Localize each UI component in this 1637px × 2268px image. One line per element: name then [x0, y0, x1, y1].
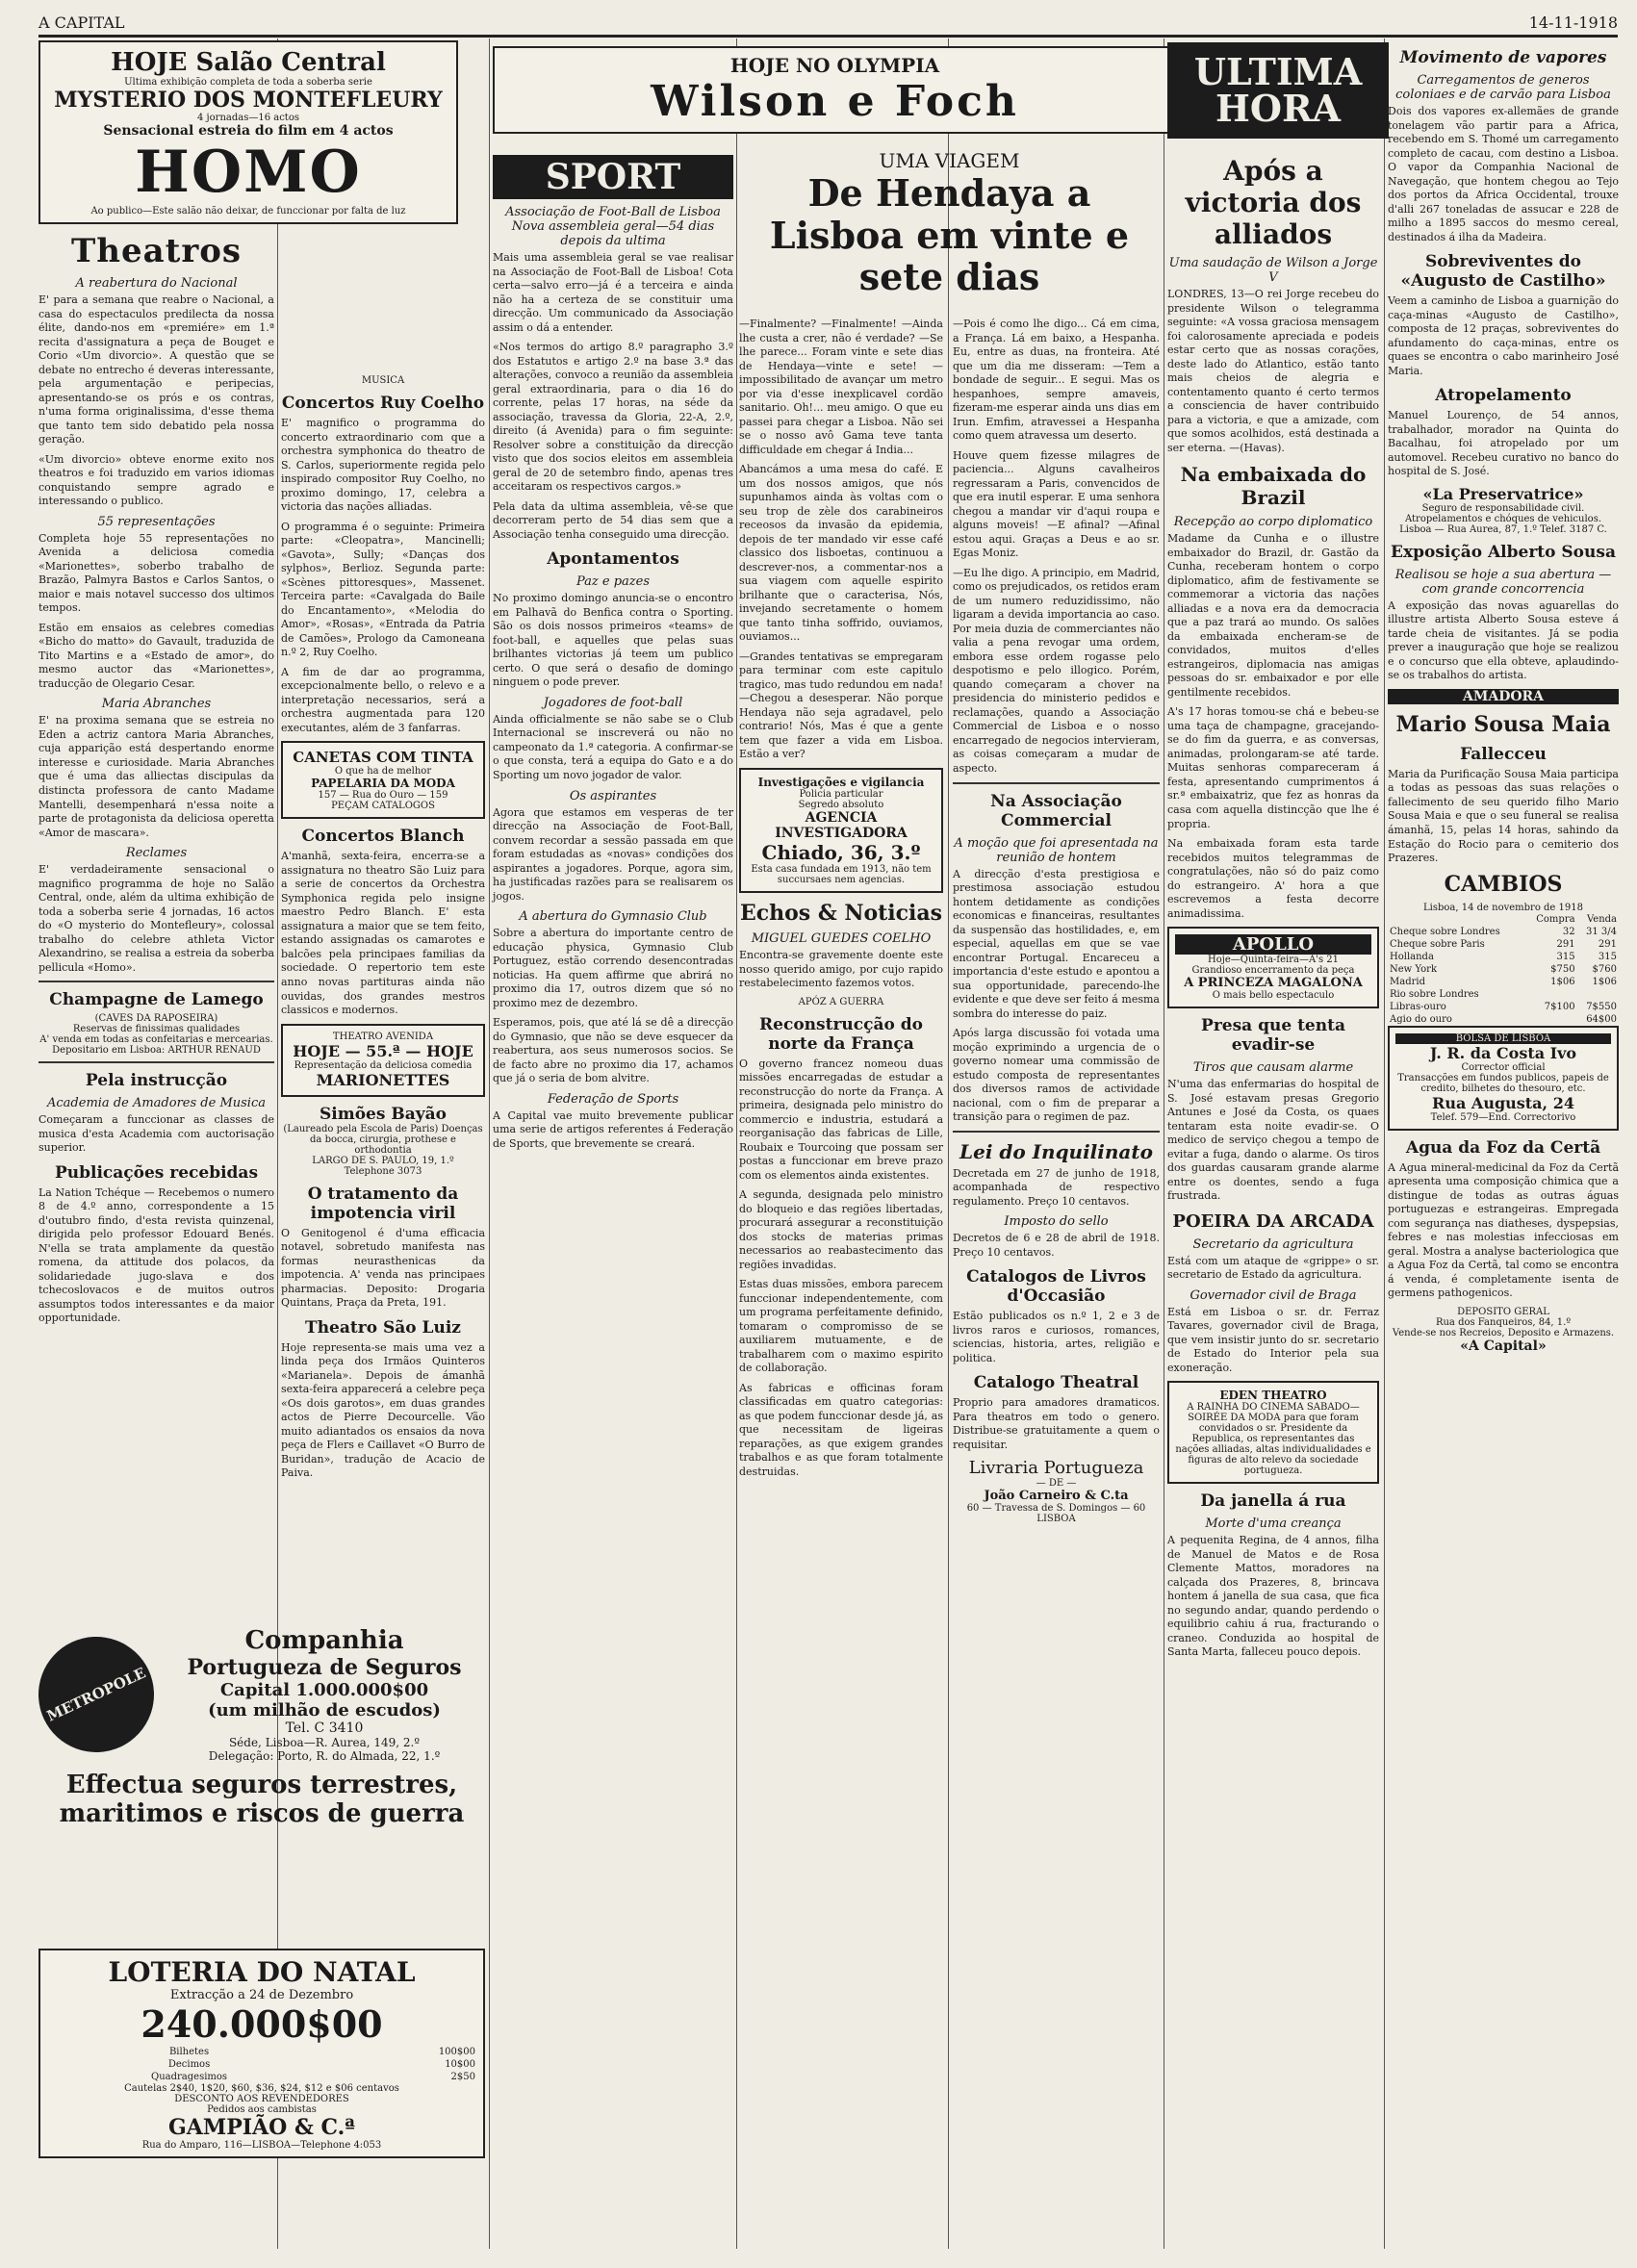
salao-film1: MYSTERIO DOS MONTEFLEURY: [54, 88, 443, 113]
apollo-hoje: Hoje—Quinta-feira—A's 21: [1208, 955, 1339, 966]
vapores-p: Dois dos vapores ex-allemães de grande tonelagem vão partir para a Africa, recebendo em S. Thomé um carregamento completo de cacau, com destino a Lisboa. O vapor da Companhia Nacional de Navegação, que hontem chegou ao Tejo dos portos da Africa Occidental, trouxe d'alli 267 toneladas de assucar e 228 de milho a 1895 saccos do mesmo cereal, destinados á ilha da Madeira.: [1388, 105, 1619, 243]
bolsa-name: J. R. da Costa Ivo: [1429, 1043, 1577, 1062]
salao-film2: HOMO: [135, 139, 362, 206]
cambios-buy: 32: [1562, 926, 1575, 937]
viagem-p3: —Pois é como lhe digo... Cá em cima, a França. Lá em baixo, a Hespanha. Eu, entre as duas, na fronteira. Até que um dia me disseram: —Tem a bondade de seguir... E segui. Mas os hespanhoes, sempre amaveis, fizeram-me esperar ainda uns dias em Irun. Emfim, atravessei a Hespanha como quem atravessa um deserto.: [953, 318, 1160, 443]
investigacoes-title: Investigações e vigilancia: [757, 775, 925, 789]
loteria-row: [46, 2046, 477, 2058]
apos-p2: —Eu lhe digo. A principio, em Madrid, como os prejudicados, os retidos eram de um numero reduzidissimo, não ligaram a devida importancia ao caso. Por meia duzia de commerciantes não valia a pena revogar uma ordem, embora esse ordem rogasse pelo despotismo e pelo illogico. Porém, quando começaram a chover na presidencia do ministerio pedidos e reclamações, quando a Associação Commercial de Lisboa e o nosso encarregado de negocios intervieram, as coisas começaram a mudar de aspecto.: [953, 566, 1161, 775]
sport-p3: Pela data da ultima assembleia, vê-se que decorreram perto de 54 dias sem que a Associação tenha conseguido uma direcção.: [493, 499, 733, 541]
viagem-header: [739, 149, 1160, 298]
presa-title: Presa que tenta evadir-se: [1201, 1016, 1345, 1056]
cambios-sell: 1$06: [1592, 976, 1617, 987]
cambios-label: Agio do ouro: [1390, 1013, 1452, 1025]
sport-s3: Jogadores de foot-ball: [543, 695, 683, 710]
poeira-s1: Secretario da agricultura: [1192, 1236, 1354, 1252]
companhia-tel: Tel. C 3410: [285, 1720, 364, 1736]
poeira-title: POEIRA DA ARCADA: [1172, 1210, 1374, 1232]
cambios-buy: 291: [1556, 938, 1575, 950]
companhia-deleg: Delegação: Porto, R. do Almada, 22, 1.º: [208, 1749, 441, 1763]
preservatrice-addr: Lisboa — Rua Aurea, 87, 1.º Telef. 3187 C.: [1399, 523, 1607, 535]
embaixada-p2: A's 17 horas tomou-se chá e bebeu-se uma taça de champagne, gracejando-se do fim da guerra, e as conversas, animadas, prolongaram-se até tarde. Muitas senhoras compareceram á festa, apresentando cumprimentos á sr.ª embaixatriz, que fez as honras da casa com aquella distincção que lhe é propria.: [1167, 705, 1379, 830]
viagem-title: De Hendaya a Lisboa em vinte e sete dias: [769, 171, 1130, 299]
preservatrice-title: «La Preservatrice»: [1422, 484, 1584, 503]
cambios-buy: [1525, 988, 1576, 1001]
musica-p1: E' magnifico o programma do concerto extraordinario com que a orchestra symphonica do theatro de S. Carlos, superiormente regida pelo inspirado compositor Ruy Coelho, no proximo domingo, 17, celebra a victoria das nações alliadas.: [281, 417, 485, 514]
cambios-row: [1388, 1013, 1619, 1026]
investigacoes-addr: Chiado, 36, 3.º: [761, 840, 921, 864]
comercial-p2: Após larga discussão foi votada uma moção exprimindo a urgencia de o governo nomear uma commissão de estudo composta de representantes dos diversos ramos de actividade nacional, com o fim de preparar a transição para o regimen de paz.: [953, 1027, 1160, 1124]
cambios-col-header: Compra: [1536, 913, 1575, 925]
loteria-row-label: Bilhetes: [168, 2047, 210, 2057]
sport-p5: Ainda officialmente se não sabe se o Club Internacional se inscreverá ou não no campeonato da 1.ª categoria. A confirmar-se o que consta, terá a equipa do Gato e a do Sporting um novo jogador de valor.: [493, 712, 733, 781]
loteria-row-label: Decimos: [167, 2059, 211, 2070]
cambios-sell: [1577, 988, 1619, 1001]
viagem-p5: Houve quem fizesse milagres de paciencia... Alguns cavalheiros regressaram a Paris, convencidos de que era inutil esperar. E uma senhora chegou a mandar vir d'aqui roupa e alguns moveis! —E afinal? —Afinal estou aqui. Graças a Deus e ao sr. Egas Moniz.: [953, 448, 1160, 560]
divider: [953, 1131, 1160, 1133]
atropelamento-p: Manuel Lourenço, de 54 annos, trabalhador, morador na Quinta do Bacalhau, foi atropelado por um automovel. Recebeu curativo no banco do hospital de S. José.: [1388, 409, 1619, 478]
eden-ad: [1167, 1381, 1379, 1484]
reconstrucao-p1: O governo francez nomeou duas missões encarregadas de estudar a reconstrucção do norte da França. A primeira, designada pelo ministro do commercio e industria, estudará a reorganisação das fabricas de Lille, Roubaix e Tourcoing que possam ser postas a funccionar em breve prazo com os elementos ainda existentes.: [739, 1057, 943, 1182]
cambios-label: Libras-ouro: [1390, 1001, 1446, 1012]
viagem-p2: Abancámos a uma mesa do café. E um dos nossos amigos, que nós supunhamos ainda às voltas com o seu trop de zèle dos carabineiros receosos da invasão da epidemia, depois de ter mandado vir esse café classico dos lisboetas, continuou a descrever-nos, a commentar-nos a sua viagem com aquelle espirito brilhante que o caracterisa, Nós, invejando secretamente o homem que tanto tinha soffrido, ouviamos, ouviamos...: [739, 463, 943, 644]
sport-p6: Agora que estamos em vesperas de ter direcção na Associação de Foot-Ball, convem recordar a sessão passada em que foram estudadas as «novas» condições dos aspirantes a jogadores. Porque, agora sim, ha justificadas razões para se realisarem os jogos.: [493, 805, 733, 903]
cambios-row: [1388, 951, 1619, 963]
loteria-prize: 240.000$00: [141, 2002, 383, 2046]
cambios-sell: 31 3/4: [1586, 926, 1617, 937]
livraria-de: — DE —: [1036, 1478, 1077, 1490]
companhia-slogan: Effectua seguros terrestres, maritimos e riscos de guerra: [59, 1771, 465, 1828]
avenida-play: MARIONETTES: [316, 1070, 450, 1089]
instrucao-p: Começaram a funccionar as classes de musica d'esta Academia com auctorisação superior.: [38, 1113, 274, 1155]
salao-central-ad: [38, 40, 458, 224]
cambios-label: Madrid: [1390, 976, 1425, 987]
reconstrucao-p2: A segunda, designada pelo ministro do bloqueio e das regiões libertadas, procurará assegurar a reconstituição dos stocks de materias primas necessarios ao reabastecimento das regiões invadidas.: [739, 1188, 943, 1271]
cambios-row: [1388, 988, 1619, 1001]
blanch-title: Concertos Blanch: [301, 827, 465, 847]
bayao-name: Simões Bayão: [320, 1104, 447, 1124]
saoluiz-title: Theatro São Luiz: [305, 1317, 461, 1338]
inquilinato-title: Lei do Inquilinato: [959, 1139, 1153, 1163]
loteria-row-value: 10$00: [445, 2059, 475, 2070]
embaixada-p1: Madame da Cunha e o illustre embaixador do Brazil, dr. Gastão da Cunha, receberam hontem o corpo diplomatico, afim de festivamente se commemorar a victoria das nações alliadas e a nova era da democracia que a paz trará ao mundo. Os salões da embaixada encheram-se de convidados, muitos d'elles estrangeiros, diplomacia nas amigas pessoas do sr. embaixador e por elle gentilmente recebidos.: [1167, 532, 1379, 699]
salao-line1: Ultima exhibição completa de toda a soberba serie: [124, 77, 372, 88]
avenida-hoje: HOJE — 55.ª — HOJE: [293, 1041, 473, 1060]
preservatrice-ad: [1388, 485, 1619, 535]
eden-name: EDEN THEATRO: [1219, 1389, 1327, 1403]
sobreviventes-title: Sobreviventes do «Augusto de Castilho»: [1400, 252, 1606, 292]
catalogos-p: Estão publicados os n.º 1, 2 e 3 de livros raros e curiosos, romances, sciencias, historia, artes, religião e politica.: [953, 1310, 1160, 1364]
header-rule: [38, 35, 1618, 38]
agua-addr: Rua dos Fanqueiros, 84, 1.º: [1435, 1316, 1572, 1328]
sport-p8: Esperamos, pois, que até lá se dê a direcção do Gymnasio, que não se deve esquecer da reabertura, aos seus numerosos socios. Se de facto abre no proximo dia 17, achamos que já o seria de bom alvitre.: [493, 1016, 733, 1085]
comercial-p1: A direcção d'esta prestigiosa e prestimosa associação estudou hontem detidamente as condições economicas e financeiras, resultantes da suspensão das hostilidades, e, em especial, aquellas em que se vae encontrar Portugal. Encareceu a importancia d'este estudo e apontou a sua opportunidade, parecendo-lhe evidente e que deve ser feito á mesma sombra do interesse do paiz.: [953, 867, 1160, 1020]
avenida-ad: [281, 1024, 485, 1097]
investigacoes-ad: [739, 768, 943, 893]
sport-title: SPORT: [493, 155, 733, 199]
saoluiz-p: Hoje representa-se mais uma vez a linda peça dos Irmãos Quinteros «Marianela». Depois de ámanhã sexta-feira apparecerá a celebre peça «Os dois garotos», em duas grandes actos de Pierre Decourcelle. Vão muito adiantados os ensaios da nova peça de Flers e Caillavet «O Burro de Buridan», tradução de Acacio de Paiva.: [281, 1340, 485, 1480]
cambios-buy: [1525, 1013, 1576, 1026]
bolsa-tel: Telef. 579—End. Correctorivo: [1430, 1111, 1576, 1123]
catalogos-title: Catalogos de Livros d'Occasião: [966, 1267, 1146, 1307]
sobreviventes-p: Veem a caminho de Lisboa a guarnição do caça-minas «Augusto de Castilho», composta de 12 praças, sobreviventes do afundamento do caça-minas, entre os quaes se encontra o cabo marinheiro José Maria.: [1388, 294, 1619, 377]
theatros-s4: Reclames: [125, 846, 188, 861]
embaixada-s: Recepção ao corpo diplomatico: [1173, 515, 1373, 530]
apollo-ad: [1167, 927, 1379, 1008]
embaixada-p3: Na embaixada foram esta tarde recebidos muitos telegrammas de congratulações, não só do paiz como do estrangeiro. A' hora a que escrevemos a festa decorre animadissima.: [1167, 837, 1379, 920]
theatros-p4: Estão em ensaios as celebres comedias «Bicho do matto» do Gavault, traduzida de Tito Martins e a «Estado de amor», do mesmo auctor das «Marionettes», traducção de Olegario Cesar.: [38, 621, 274, 690]
sport-p9: A Capital vae muito brevemente publicar uma serie de artigos referentes á Federação de Sports, que brevemente se creará.: [493, 1109, 733, 1150]
cambios-col-header: Venda: [1586, 913, 1617, 925]
ultima-hora-banner: [1167, 42, 1389, 139]
livraria-city: LISBOA: [1036, 1514, 1076, 1525]
echos-s: MIGUEL GUEDES COELHO: [751, 930, 932, 946]
sport-s4: Os aspirantes: [569, 788, 657, 803]
sport-p7: Sobre a abertura do importante centro de educação physica, Gymnasio Club Portuguez, estão correndo desencontradas noticias. Ha quem affirme que abrirá no proximo dia 17, outros dizem que só no proximo mez de dezembro.: [493, 927, 733, 1009]
companhia-title: Companhia: [244, 1626, 404, 1655]
loteria-row: [46, 2058, 477, 2071]
echos-p: Encontra-se gravemente doente este nosso querido amigo, por cujo rapido restabelecimento fazemos votos.: [739, 948, 943, 990]
champagne-sale: A' venda em todas as confeitarias e mercearias.: [39, 1034, 273, 1046]
page-date: 14-11-1918: [1528, 13, 1618, 32]
salao-line2: Sensacional estreia do film em 4 actos: [103, 123, 394, 139]
loteria-row: [46, 2071, 477, 2083]
inquilinato-p2: Decretos de 6 e 28 de abril de 1918. Preço 10 centavos.: [953, 1232, 1160, 1259]
olympia-main: Wilson e Foch: [651, 77, 1019, 126]
catalogos-p2: Proprio para amadores dramaticos. Para theatros em todo o genero. Distribue-se gratuitamente a quem o requisitar.: [953, 1396, 1160, 1451]
investigacoes-sub: Policia particular: [799, 788, 883, 800]
page-label: A CAPITAL: [38, 13, 125, 32]
column-5: [953, 318, 1160, 2249]
echos-title: Echos & Noticias: [739, 900, 943, 926]
comercial-title: Na Associação Commercial: [990, 791, 1122, 830]
bayao-addr: LARGO DE S. PAULO, 19, 1.º: [312, 1155, 454, 1166]
vapores-title: Movimento de vapores: [1399, 48, 1607, 67]
sport-s2b: Paz e pazes: [576, 574, 650, 590]
apollo-note: O mais bello espectaculo: [1212, 990, 1335, 1002]
sport-s2: Apontamentos: [547, 549, 679, 570]
loteria-desc: DESCONTO AOS REVENDEDORES: [174, 2094, 349, 2104]
loteria-row-value: 100$00: [438, 2047, 475, 2057]
column-4: [739, 318, 943, 2249]
apos-title: Após a victoria dos alliados: [1185, 155, 1362, 250]
champagne-title: Champagne de Lamego: [49, 990, 264, 1010]
embaixada-title: Na embaixada do Brazil: [1180, 463, 1367, 510]
cambios-date: Lisboa, 14 de novembro de 1918: [1423, 902, 1583, 913]
sport-s1: Associação de Foot-Ball de Lisboa Nova assembleia geral—54 dias depois da ultima: [505, 205, 721, 248]
bolsa-desc: Transacções em fundos publicos, papeis de credito, bilhetes do thesouro, etc.: [1397, 1072, 1609, 1094]
canetas-addr: 157 — Rua do Ouro — 159: [318, 790, 448, 802]
loteria-ad: [38, 1949, 485, 2158]
bolsa-label: BOLSA DE LISBOA: [1395, 1033, 1611, 1044]
musica-label: MUSICA: [361, 375, 405, 386]
theatros-s1: A reabertura do Nacional: [75, 276, 238, 291]
bayao-desc: (Laureado pela Escola de Paris) Doenças da bocca, cirurgia, prothese e orthodontia: [283, 1123, 483, 1156]
reconstrucao-p4: As fabricas e officinas foram classificadas em quatro categorias: as que podem funccionar desde já, as que necessitam de ligeiras reparações, as que exigem grandes trabalhos e as que foram totalmente destruidas.: [739, 1381, 943, 1478]
inquilinato-p: Decretada em 27 de junho de 1918, acompanhada de respectivo regulamento. Preço 10 centavos.: [953, 1166, 1160, 1208]
column-divider: [489, 38, 490, 2249]
companhia-sede: Séde, Lisboa—R. Aurea, 149, 2.º: [228, 1736, 421, 1749]
livraria-owner: João Carneiro & C.ta: [984, 1489, 1129, 1504]
viagem-p4: —Grandes tentativas se empregaram para terminar com este capitulo tragico, mas tudo redundou em nada! —Chegou a desesperar. Não porque Hendaya não seja agradavel, pelo contrario! Nós, Mas é que a gente tem que fazer a vida em Lisboa. Estão a ver?: [739, 650, 943, 761]
tratamento-p: O Genitogenol é d'uma efficacia notavel, sobretudo manifesta nas formas neurasthenicas da impotencia. A' venda nas principaes pharmacias. Deposito: Drogaria Quintans, Praça da Preta, 191.: [281, 1226, 485, 1310]
cambios-buy: 1$06: [1550, 976, 1575, 987]
sport-s5: A abertura do Gymnasio Club: [519, 909, 707, 925]
divider: [38, 981, 274, 982]
cambios-title: CAMBIOS: [1444, 871, 1563, 897]
capital-sign: «A Capital»: [1460, 1338, 1547, 1354]
exposicao-s: Realisou se hoje a sua abertura — com grande concorrencia: [1394, 567, 1612, 597]
amadora-sub: Fallecceu: [1460, 744, 1547, 764]
loteria-extr: Extracção a 24 de Dezembro: [169, 1988, 354, 2002]
exposicao-p: A exposição das novas aguarellas do illustre artista Alberto Sousa esteve á tarde cheia de visitantes. Já se podia prever a inauguração que hoje se realizou e o concurso que ella obteve, aplaudindo-se os trabalhos do artista.: [1388, 599, 1619, 682]
theatros-p1: E' para a semana que reabre o Nacional, a casa do espectaculos predilecta da nossa élite, dando-nos em «premiére» em 1.ª recita d'assignatura a peça de Bouget e Corio «Um divorcio». A questão que se debate no entrecho é deveras interessante, pela argumentação e peripecias, apresentando-se os prós e os contras, n'uma forma originalissima, d'esse thema que tanto tem sido debatido pela nossa geração.: [38, 293, 274, 446]
cambios-sell: 291: [1598, 938, 1617, 950]
theatros-title: Theatros: [70, 232, 243, 270]
divider: [953, 782, 1160, 784]
janella-title: Da janella á rua: [1200, 1491, 1346, 1512]
amadora-p: Maria da Purificação Sousa Maia participa a todas as pessoas das suas relações o fallecimento de seu querido filho Mario Sousa Maia e que o seu funeral se realisa ámanhã, 15, pelas 14 horas, sahindo da Estação do Rocio para o cemiterio dos Prazeres.: [1388, 767, 1619, 865]
companhia-capital: Capital 1.000.000$00: [219, 1680, 429, 1700]
sport-p1: Mais uma assembleia geral se vae realisar na Associação de Foot-Ball de Lisboa! Cota certa—salvo erro—já é a terceira e ainda não ha a certeza de se constituir uma direcção. Um communicado da Associação assim o dá a entender.: [493, 251, 733, 334]
amadora-title: Mario Sousa Maia: [1395, 711, 1611, 737]
companhia-ad: [38, 1626, 485, 1828]
cambios-sell: 7$550: [1586, 1001, 1617, 1012]
loteria-title: LOTERIA DO NATAL: [108, 1956, 416, 1988]
avenida-name: THEATRO AVENIDA: [332, 1031, 434, 1042]
column-divider: [1384, 38, 1385, 2249]
livraria-addr: 60 — Travessa de S. Domingos — 60: [966, 1503, 1146, 1515]
apos-s1: Uma saudação de Wilson a Jorge V: [1168, 256, 1378, 285]
agua-dep: DEPOSITO GERAL: [1457, 1306, 1549, 1317]
theatros-p6: E' verdadeiramente sensacional o magnifico programma de hoje no Salão Central, onde, além da ultima exhibição de toda a soberba serie 4 jornadas, 16 actos do «O mysterio do Montefleury», colossal trabalho do celebre athleta Victor Alexandrino, se realisa a estreia da soberba pellicula «Homo».: [38, 863, 274, 974]
column-6: [1167, 149, 1379, 2249]
poeira-p2: Está em Lisboa o sr. dr. Ferraz Tavares, governador civil de Braga, que vem insistir junto do sr. secretario de Estado do Interior pela sua exoneração.: [1167, 1305, 1379, 1374]
apollo-play: A PRINCEZA MAGALONA: [1184, 976, 1363, 991]
cambios-buy: $750: [1550, 963, 1575, 975]
column-divider: [277, 38, 278, 2249]
loteria-cautelas: Cautelas 2$40, 1$20, $60, $36, $24, $12 e $06 centavos: [124, 2083, 399, 2094]
champagne-dep: Depositario em Lisboa: ARTHUR RENAUD: [52, 1045, 261, 1057]
cambios-label: New York: [1390, 963, 1437, 975]
investigacoes-name: AGENCIA INVESTIGADORA: [775, 809, 908, 841]
poeira-p1: Está com um ataque de «grippe» o sr. secretario de Estado da agricultura.: [1167, 1254, 1379, 1282]
investigacoes-desc: Segredo absoluto: [798, 799, 884, 810]
canetas-shop: PAPELARIA DA MODA: [311, 777, 455, 791]
ultima-title: ULTIMA HORA: [1193, 50, 1363, 130]
cambios-buy: 7$100: [1544, 1001, 1575, 1012]
cambios-sell: 315: [1598, 951, 1617, 962]
theatros-s3: Maria Abranches: [101, 697, 212, 712]
cambios-label: Cheque sobre Paris: [1390, 938, 1485, 950]
blanch-p: A'manhã, sexta-feira, encerra-se a assignatura no theatro São Luiz para a serie de concertos da Orchestra Symphonica regida pelo insigne maestro Pedro Blanch. E' esta assignatura a maior que se tem feito, estando assignadas os camarotes e balcões pela principaes familias da sociedade. O repertorio tem este anno novas partituras ainda não ouvidas, dos grandes mestros classicos e modernos.: [281, 850, 485, 1017]
musica-p3: A fim de dar ao programma, excepcionalmente bello, o relevo e a interpretação necessarios, será a orchestra augmentada para 120 executantes, além de 3 fanfarras.: [281, 665, 485, 734]
presa-p: N'uma das enfermarias do hospital de S. José estavam presas Gregorio Antunes e José da Costa, os quaes tentaram esta noite evadir-se. O medico de serviço chegou a tempo de evitar a fuga, dando o alarme. Os tiros dos guardas causaram grande alarme entre os doentes, sendo a fuga frustrada.: [1167, 1078, 1379, 1203]
amadora-label: AMADORA: [1388, 689, 1619, 704]
janella-p: A pequenita Regina, de 4 annos, filha de Manuel de Matos e de Rosa Clemente Mattos, moradores na calçada dos Prazeres, 8, brincava hontem á janella de sua casa, que fica no segundo andar, quando perdendo o equilibrio cahiu á rua, fracturando o craneo. Conduzida ao hospital de Santa Marta, falleceu pouco depois.: [1167, 1534, 1379, 1659]
inquilinato-s: Imposto do sello: [1004, 1214, 1109, 1230]
bayao-tel: Telephone 3073: [344, 1165, 422, 1177]
presa-s: Tiros que causam alarme: [1192, 1060, 1354, 1076]
canetas-ad: [281, 741, 485, 819]
poeira-s2: Governador civil de Braga: [1189, 1287, 1357, 1303]
preservatrice-sub: Seguro de responsabilidade civil. Atropelamentos e chóques de vehiculos.: [1404, 502, 1602, 524]
theatros-p3: Completa hoje 55 representações no Avenida a deliciosa comedia «Marionettes», soberbo trabalho de Brazão, Palmyra Bastos e Carlos Santos, o maior e mais notavel successo dos ultimos tempos.: [38, 531, 274, 615]
cambios-label: Rio sobre Londres: [1390, 988, 1479, 1000]
agua-title: Agua da Foz da Certã: [1405, 1137, 1601, 1158]
sport-p4: No proximo domingo anuncia-se o encontro em Palhavã do Benfica contra o Sporting. São os dois nossos primeiros «teams» de foot-ball, e aquelles que pelas suas brilhantes victorias já teem um publico certo. O que será o desafio de domingo ninguem o pode prever.: [493, 592, 733, 689]
cambios-table: [1388, 913, 1619, 1026]
comercial-s: A moção que foi apresentada na reunião de hontem: [954, 835, 1159, 865]
cambios-buy: 315: [1556, 951, 1575, 962]
instrucao-s: Academia de Amadores de Musica: [47, 1096, 266, 1111]
theatros-p5: E' na proxima semana que se estreia no Eden a actriz cantora Maria Abranches, cuja apparição está despertando enorme interesse e curiosidade. Maria Abranches que é uma das alliectas discipulas da distincta professora de canto Madame Mantelli, desempenhará n'essa noite a parte de protagonista da deliciosa operetta «Amor de mascara».: [38, 714, 274, 839]
companhia-title2: Portugueza de Seguros: [187, 1655, 462, 1680]
loteria-table: [46, 2046, 477, 2083]
apollo-desc: Grandioso encerramento da peça: [1191, 965, 1355, 977]
column-7: [1388, 40, 1619, 2249]
sport-p2: «Nos termos do artigo 8.º paragrapho 3.º dos Estatutos e artigo 2.º na base 3.ª das alterações, convoco a reunião da assembleia geral extraordinaria, para o dia 16 do corrente, pelas 17 horas, na séde da associação, travessa da Gloria, 22-A, 2.º, direito (á Avenida) para o fim seguinte: Resolver sobre a constituição da direcção visto que dos socios eleitos em assembleia geral de 20 de setembro findo, apenas tres acceitaram os respectivos cargos.»: [493, 341, 733, 494]
olympia-top: HOJE NO OLYMPIA: [729, 54, 940, 77]
sport-s6: Federação de Sports: [547, 1091, 679, 1107]
livraria-ad: [953, 1458, 1160, 1524]
apollo-name: APOLLO: [1175, 934, 1371, 955]
loteria-vendor: GAMPIÃO & C.ª: [168, 2115, 355, 2140]
livraria-name: Livraria Portugueza: [968, 1458, 1144, 1479]
atropelamento-title: Atropelamento: [1435, 386, 1572, 406]
bolsa-sub: Corrector official: [1461, 1061, 1546, 1073]
column-3: [493, 149, 733, 2249]
eden-p: A RAINHA DO CINEMA SABADO—SOIRÉE DA MODA para que foram convidados o sr. Presidente da Republica, os representantes das nações alliadas, altas individualidades e figuras de alto relevo da sociedade portugueza.: [1175, 1402, 1371, 1477]
bolsa-addr: Rua Augusta, 24: [1432, 1093, 1574, 1112]
loteria-row-value: 2$50: [450, 2072, 475, 2082]
canetas-sub: O que ha de melhor: [334, 766, 432, 777]
publicacoes-p: La Nation Tchéque — Recebemos o numero 8 de 4.º anno, correspondente a 15 d'outubro findo, d'esta revista quinzenal, dirigida pelo professor Edouard Benés. N'ella se trata amplamente da questão romena, da attitude dos polacos, da solidariedade jugo-slava e dos tchecoslovacos e de muitos outros assumptos todos interessantes e da maior opportunidade.: [38, 1185, 274, 1325]
musica-p2: O programma é o seguinte: Primeira parte: «Cleopatra», Mancinelli; «Gavota», Sully; «Danças dos sylphos», Berlioz. Segunda parte: «Scènes pittoresques», Massenet. Terceira parte: «Cavalgada do Baile do Encantamento», «Melodia do Amor», «Rosas», «Entrada da Patria de Camões», Prologo da Camoneana n.º 2, Ruy Coelho.: [281, 520, 485, 659]
salao-note: Ao publico—Este salão não deixar, de funccionar por falta de luz: [90, 206, 406, 217]
cambios-col-header: [1388, 913, 1525, 926]
canetas-cat: PEÇAM CATALOGOS: [331, 801, 435, 812]
vapores-s: Carregamentos de generos coloniaes e de carvão para Lisboa: [1395, 73, 1611, 102]
salao-hoje: HOJE: [111, 48, 188, 77]
instrucao-title: Pela instrucção: [85, 1071, 228, 1091]
loteria-row-label: Quadragesimos: [151, 2072, 228, 2082]
cambios-row: [1388, 938, 1619, 951]
theatros-p2: «Um divorcio» obteve enorme exito nos theatros e foi traduzido em varios idiomas conquistando sempre agrado e interessando o publico.: [38, 452, 274, 508]
divider: [38, 1061, 274, 1063]
viagem-label: UMA VIAGEM: [879, 149, 1020, 172]
investigacoes-note: Esta casa fundada em 1913, não tem succursaes nem agencias.: [751, 863, 932, 885]
metropole-logo: METROPOLE: [19, 1618, 172, 1771]
publicacoes-title: Publicações recebidas: [54, 1162, 259, 1183]
cambios-sell: $760: [1592, 963, 1617, 975]
champagne-sub: (CAVES DA RAPOSEIRA): [94, 1013, 218, 1025]
salao-parts: 4 jornadas—16 actos: [197, 113, 299, 123]
canetas-title: CANETAS COM TINTA: [293, 749, 473, 767]
musica-title: Concertos Ruy Coelho: [281, 394, 485, 413]
agua-sale: Vende-se nos Recreios, Deposito e Armazens.: [1392, 1327, 1615, 1338]
champagne-desc: Reservas de finissimas qualidades: [72, 1024, 241, 1035]
agua-p: A Agua mineral-medicinal da Foz da Certã apresenta uma composição chimica que a distingue de todas as outras águas portuguezas e estrangeiras. Empregada com segurança nas diatheses, dyspepsias, febres e nas molestias infecciosas em geral. Mostra a analyse bacteriologica que a Agua Foz da Certã, tal como se encontra á venda, é completamente isenta de germens pathogenicos.: [1388, 1160, 1619, 1300]
column-divider: [736, 38, 737, 2249]
reconstrucao-title: Reconstrucção do norte da França: [759, 1014, 923, 1054]
page-header: [38, 12, 1618, 33]
avenida-desc: Representação da deliciosa comedia: [294, 1059, 473, 1071]
olympia-ad: [493, 46, 1177, 134]
cambios-sell: 64$00: [1586, 1013, 1617, 1025]
bayao-ad: [281, 1105, 485, 1177]
cambios-row: [1388, 1001, 1619, 1013]
cambios-row: [1388, 976, 1619, 988]
apos-p1: LONDRES, 13—O rei Jorge recebeu do presidente Wilson o telegramma seguinte: «A vossa graciosa mensagem foi calorosamente apreciada e podeis estar certo que as nossas corações, deste lado do Atlantico, estão tanto mais cheios de alegria e contentamento quanto é certo termos a consciencia de haver contribuido para a victoria, e que a amizade, com que somos acolhidos, está destinada a ser eterna. —(Havas).: [1167, 288, 1379, 454]
loteria-addr: Rua do Amparo, 116—LISBOA—Telephone 4:053: [141, 2140, 382, 2151]
catalogos-t2: Catalogo Theatral: [973, 1373, 1139, 1393]
loteria-ped: Pedidos aos cambistas: [207, 2104, 317, 2115]
cambios-header: [1388, 913, 1619, 926]
salao-title: Salão Central: [195, 48, 386, 77]
janella-s: Morte d'uma creança: [1205, 1516, 1342, 1532]
cambios-row: [1388, 926, 1619, 938]
cambios-label: Hollanda: [1390, 951, 1434, 962]
column-divider: [948, 38, 949, 2249]
companhia-capital2: (um milhão de escudos): [208, 1700, 441, 1720]
reconstrucao-p3: Estas duas missões, embora parecem funccionar independentemente, com um programa perfeitamente definido, tomaram o compromisso de se auxiliarem mutuamente, e de trabalharem com o maximo espirito de collaboração.: [739, 1278, 943, 1375]
cambios-row: [1388, 963, 1619, 976]
theatros-s2: 55 representações: [97, 514, 216, 529]
cambios-label: Cheque sobre Londres: [1390, 926, 1500, 937]
viagem-p1: —Finalmente? —Finalmente! —Ainda lhe custa a crer, não é verdade? —Se lhe parece... Foram vinte e sete dias de Hendaya—vinte e sete! —impossibilitado de avançar um metro por via d'esse inexplicavel cordão sanitario. Oh!... meu amigo. O que eu passei para chegar a Lisboa. Não sei se o nosso avô Gama teve tanta difficuldade em chegar á India...: [739, 318, 943, 456]
reconstrucao-label: APÓZ A GUERRA: [798, 996, 884, 1007]
tratamento-title: O tratamento da impotencia viril: [307, 1184, 459, 1223]
bolsa-ad: [1388, 1026, 1619, 1131]
exposicao-title: Exposição Alberto Sousa: [1391, 542, 1616, 562]
